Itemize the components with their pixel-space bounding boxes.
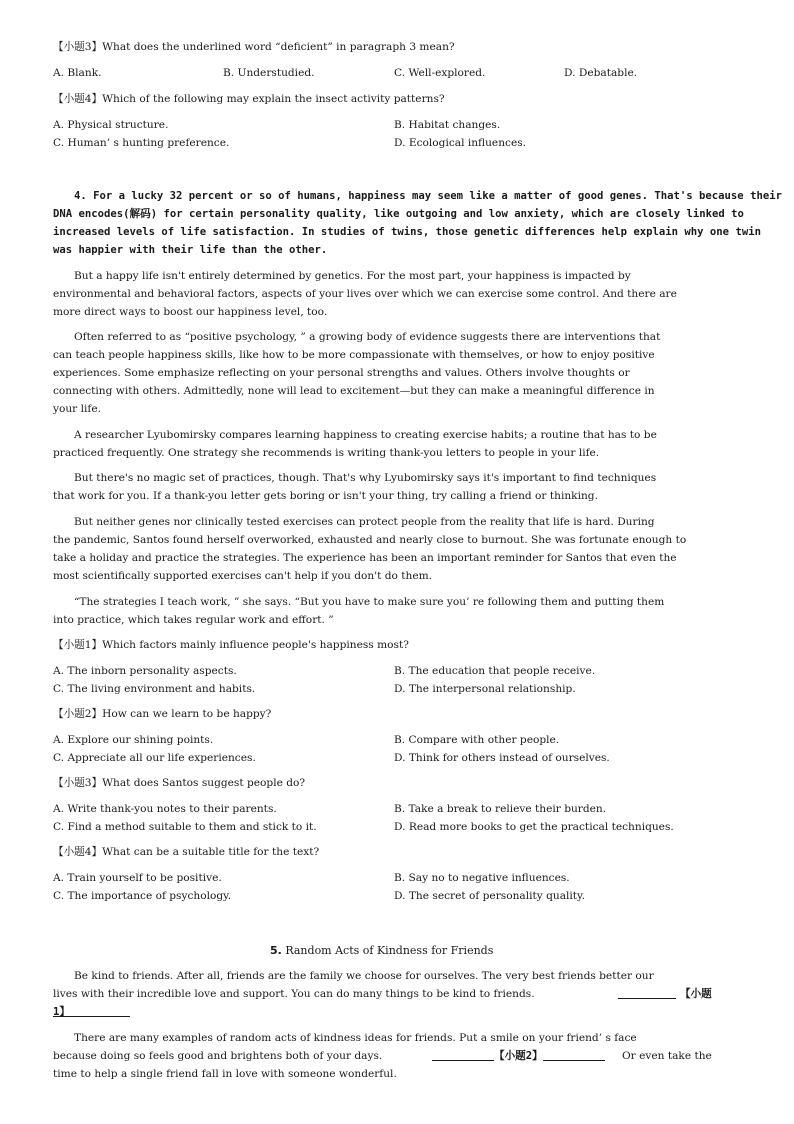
p4-q2-option-b: B. Compare with other people. [394, 734, 560, 746]
p4-question-2-stem: 【小题2】How can we learn to be happy? [53, 708, 272, 720]
p4-q4-option-b: B. Say no to negative influences. [394, 872, 570, 884]
q3-option-c: C. Well-explored. [394, 67, 486, 79]
passage4-text-line: “The strategies I teach work, ” she says. “But you have to make sure you’ re following them and putting them [74, 596, 665, 608]
q3-option-a: A. Blank. [53, 67, 102, 79]
p4-q2-option-d: D. Think for others instead of ourselves. [394, 752, 610, 764]
passage4-intro-line: 4. For a lucky 32 percent or so of humans, happiness may seem like a matter of good genes. That's because their [74, 190, 782, 202]
passage5-title [270, 944, 493, 957]
passage4-text-line: practiced frequently. One strategy she recommends is writing thank-you letters to people in your life. [53, 447, 600, 459]
p4-question-3-stem: 【小题3】What does Santos suggest people do? [53, 777, 306, 789]
q4-option-d: D. Ecological influences. [394, 137, 527, 149]
passage5-number: 5. [270, 944, 282, 957]
passage4-intro-line: DNA encodes(解码) for certain personality quality, like outgoing and low anxiety, which are closely linked to [53, 208, 744, 220]
passage4-text-line: can teach people happiness skills, like how to be more compassionate with themselves, or how to enjoy positive [53, 349, 655, 361]
passage5-text-line: Be kind to friends. After all, friends are the family we choose for ourselves. The very best friends better our [74, 970, 654, 982]
passage4-intro-line: was happier with their life than the other. [53, 244, 328, 256]
p4-q4-option-c: C. The importance of psychology. [53, 890, 232, 902]
passage4-text-line: But a happy life isn't entirely determined by genetics. For the most part, your happiness is impacted by [74, 270, 631, 282]
passage4-text-line: most scientifically supported exercises can't help if you don't do them. [53, 570, 433, 582]
q3-option-d: D. Debatable. [564, 67, 638, 79]
passage4-text-line: environmental and behavioral factors, aspects of your lives over which we can exercise some control. And there are [53, 288, 677, 300]
q4-option-c: C. Human’ s hunting preference. [53, 137, 230, 149]
answer-blank-1a[interactable] [618, 986, 676, 999]
blank-1-label-cont: 1】 [53, 1006, 70, 1018]
p4-q1-option-a: A. The inborn personality aspects. [53, 665, 237, 677]
q4-option-b: B. Habitat changes. [394, 119, 501, 131]
passage4-text-line: the pandemic, Santos found herself overworked, exhausted and nearly close to burnout. She was fortunate enough to [53, 534, 687, 546]
p4-q1-option-b: B. The education that people receive. [394, 665, 596, 677]
blank-1-label: 【小题 [680, 988, 712, 1000]
p4-q2-option-a: A. Explore our shining points. [53, 734, 214, 746]
p4-q3-option-a: A. Write thank-you notes to their parents. [53, 803, 277, 815]
blank-2-label: 【小题2】 [494, 1050, 543, 1062]
p4-q1-option-c: C. The living environment and habits. [53, 683, 256, 695]
question-4-stem: 【小题4】Which of the following may explain the insect activity patterns? [53, 93, 445, 105]
passage4-text-line: But neither genes nor clinically tested exercises can protect people from the reality that life is hard. During [74, 516, 655, 528]
passage4-text-line: your life. [53, 403, 101, 415]
p4-q1-option-d: D. The interpersonal relationship. [394, 683, 576, 695]
p4-q2-option-c: C. Appreciate all our life experiences. [53, 752, 256, 764]
p4-question-4-stem: 【小题4】What can be a suitable title for the text? [53, 846, 320, 858]
passage4-text-line: more direct ways to boost our happiness level, too. [53, 306, 328, 318]
q4-option-a: A. Physical structure. [53, 119, 169, 131]
passage4-text-line: experiences. Some emphasize reflecting on your personal strengths and values. Others involve thoughts or [53, 367, 630, 379]
passage4-text-line: take a holiday and practice the strategies. The experience has been an important reminder for Santos that even the [53, 552, 677, 564]
passage5-text-line: time to help a single friend fall in love with someone wonderful. [53, 1068, 397, 1080]
passage4-text-line: But there's no magic set of practices, though. That's why Lyubomirsky says it's important to find techniques [74, 472, 657, 484]
answer-blank-1b[interactable] [53, 1004, 130, 1017]
passage5-text-line: lives with their incredible love and support. You can do many things to be kind to friends. [53, 988, 535, 1000]
passage5-title-text: Random Acts of Kindness for Friends [285, 944, 494, 957]
passage4-intro-line: increased levels of life satisfaction. In studies of twins, those genetic differences help explain why one twin [53, 226, 761, 238]
p4-q4-option-d: D. The secret of personality quality. [394, 890, 585, 902]
p4-q3-option-d: D. Read more books to get the practical techniques. [394, 821, 674, 833]
question-3-stem: 【小题3】What does the underlined word “deficient” in paragraph 3 mean? [53, 41, 455, 53]
passage4-text-line: Often referred to as “positive psychology, ” a growing body of evidence suggests there are interventions that [74, 331, 661, 343]
passage4-text-line: that work for you. If a thank-you letter gets boring or isn't your thing, try calling a friend or thinking. [53, 490, 598, 502]
passage4-text-line: connecting with others. Admittedly, none will lead to excitement—but they can make a meaningful difference in [53, 385, 655, 397]
q3-option-b: B. Understudied. [223, 67, 315, 79]
p4-question-1-stem: 【小题1】Which factors mainly influence people's happiness most? [53, 639, 409, 651]
p4-q3-option-c: C. Find a method suitable to them and stick to it. [53, 821, 317, 833]
p4-q4-option-a: A. Train yourself to be positive. [53, 872, 222, 884]
passage5-text-line: Or even take the [622, 1050, 712, 1062]
p4-q3-option-b: B. Take a break to relieve their burden. [394, 803, 607, 815]
passage5-text-line: There are many examples of random acts of kindness ideas for friends. Put a smile on your friend’ s face [74, 1032, 637, 1044]
passage4-text-line: into practice, which takes regular work and effort. ” [53, 614, 334, 626]
passage4-text-line: A researcher Lyubomirsky compares learning happiness to creating exercise habits; a routine that has to be [74, 429, 657, 441]
passage5-text-line: because doing so feels good and brightens both of your days. [53, 1050, 383, 1062]
